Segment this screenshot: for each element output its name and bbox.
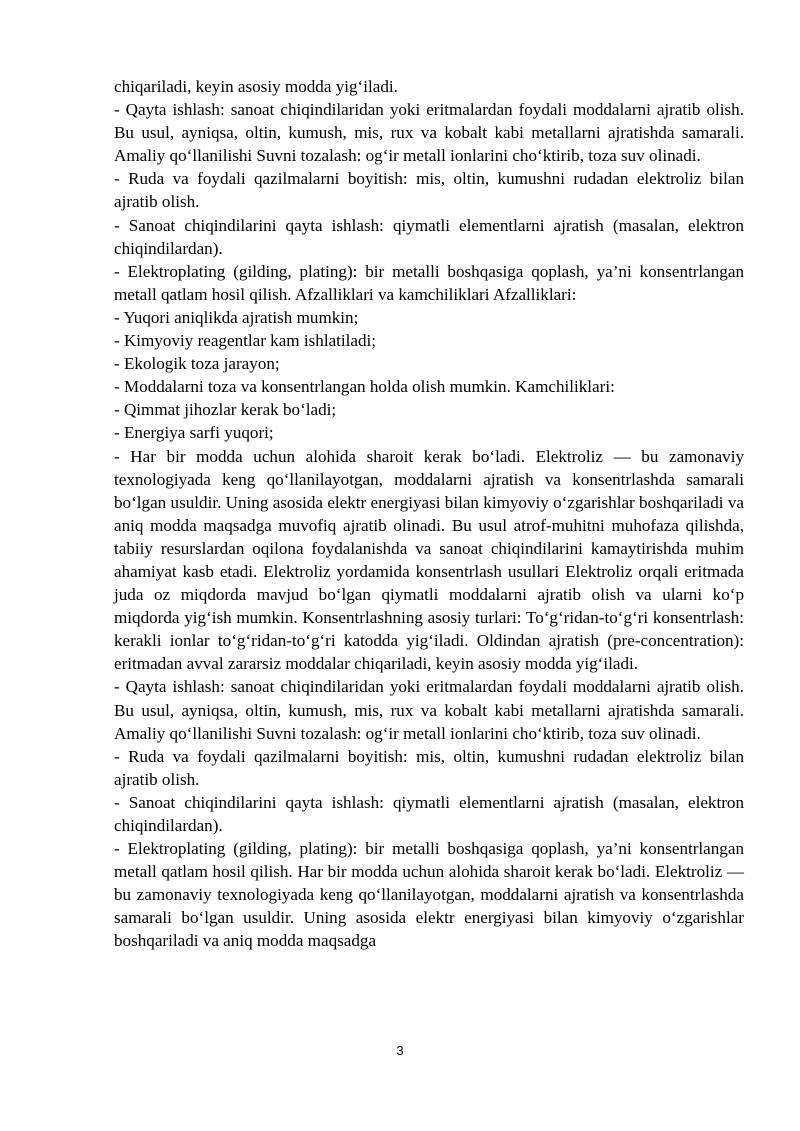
paragraph-electroplating-repeat: - Elektroplating (gilding, plating): bir metalli boshqasiga qoplash, ya’ni konsentrlangan metall qatlam hosil qilish. Har bir modda uchun alohida sharoit kerak bo‘ladi. Elektroliz — bu zamonaviy texnologiyada keng qo‘llanilayotgan, moddalarni ajratish va konsentrlashda samarali bo‘lgan usuldir. Uning asosida elektr energiyasi bilan kimyoviy o‘zgarishlar boshqariladi va aniq modda maqsadga (114, 839, 744, 951)
page-number: 3 (396, 1043, 404, 1058)
paragraph-recycling-repeat: - Qayta ishlash: sanoat chiqindilaridan yoki eritmalardan foydali moddalarni ajratib olish. Bu usul, ayniqsa, oltin, kumush, mis, rux va kobalt kabi metallarni ajratishda samarali. Amaliy qo‘llanilishi Suvni tozalash: og‘ir metall ionlarini cho‘ktirib, toza suv olinadi. (114, 677, 744, 743)
list-item-advantage-purity: - Moddalarni toza va konsentrlangan holda olish mumkin. Kamchiliklari: (114, 377, 615, 397)
list-item-advantage-ecology: - Ekologik toza jarayon; (114, 354, 280, 374)
paragraph-continuation: chiqariladi, keyin asosiy modda yig‘iladi. (114, 77, 398, 96)
list-item-advantage-precision: - Yuqori aniqlikda ajratish mumkin; (114, 307, 359, 327)
paragraph-industrial-waste: - Sanoat chiqindilarini qayta ishlash: qiymatli elementlarni ajratish (masalan, elektron chiqindilardan). (114, 215, 744, 258)
list-item-drawback-equipment: - Qimmat jihozlar kerak bo‘ladi; (114, 400, 337, 420)
list-item-advantage-reagents: - Kimyoviy reagentlar kam ishlatiladi; (114, 331, 377, 351)
paragraph-ore-enrichment: - Ruda va foydali qazilmalarni boyitish: mis, oltin, kumushni rudadan elektroliz bilan ajratib olish. (114, 169, 744, 212)
paragraph-ore-enrichment-repeat: - Ruda va foydali qazilmalarni boyitish: mis, oltin, kumushni rudadan elektroliz bilan ajratib olish. (114, 746, 744, 789)
body-text (114, 75, 744, 953)
paragraph-electrolysis-summary: - Har bir modda uchun alohida sharoit kerak bo‘ladi. Elektroliz — bu zamonaviy texnologiyada keng qo‘llanilayotgan, moddalarni ajratish va konsentrlashda samarali bo‘lgan usuldir. Uning asosida elektr energiyasi bilan kimyoviy o‘zgarishlar boshqariladi va aniq modda maqsadga muvofiq ajratib olinadi. Bu usul atrof-muhitni muhofaza qilishda, tabiiy resurslardan oqilona foydalanishda va sanoat chiqindilarini kamaytirishda muhim ahamiyat kasb etadi. Elektroliz yordamida konsentrlash usullari Elektroliz orqali eritmada juda oz miqdorda mavjud bo‘lgan qiymatli moddalarni ajratib olish va ularni ko‘p miqdorda yig‘ish mumkin. Konsentrlashning asosiy turlari: To‘g‘ridan-to‘g‘ri konsentrlash: kerakli ionlar to‘g‘ridan-to‘g‘ri katodda yig‘iladi. Oldindan ajratish (pre-concentration): eritmadan avval zararsiz moddalar chiqariladi, keyin asosiy modda yig‘iladi. (114, 446, 744, 674)
list-item-drawback-energy: - Energiya sarfi yuqori; (114, 423, 274, 443)
paragraph-recycling: - Qayta ishlash: sanoat chiqindilaridan yoki eritmalardan foydali moddalarni ajratib olish. Bu usul, ayniqsa, oltin, kumush, mis, rux va kobalt kabi metallarni ajratishda samarali. Amaliy qo‘llanilishi Suvni tozalash: og‘ir metall ionlarini cho‘ktirib, toza suv olinadi. (114, 100, 744, 166)
paragraph-electroplating: - Elektroplating (gilding, plating): bir metalli boshqasiga qoplash, ya’ni konsentrlangan metall qatlam hosil qilish. Afzalliklari va kamchiliklari Afzalliklari: (114, 261, 744, 304)
paragraph-industrial-waste-repeat: - Sanoat chiqindilarini qayta ishlash: qiymatli elementlarni ajratish (masalan, elektron chiqindilardan). (114, 792, 744, 835)
